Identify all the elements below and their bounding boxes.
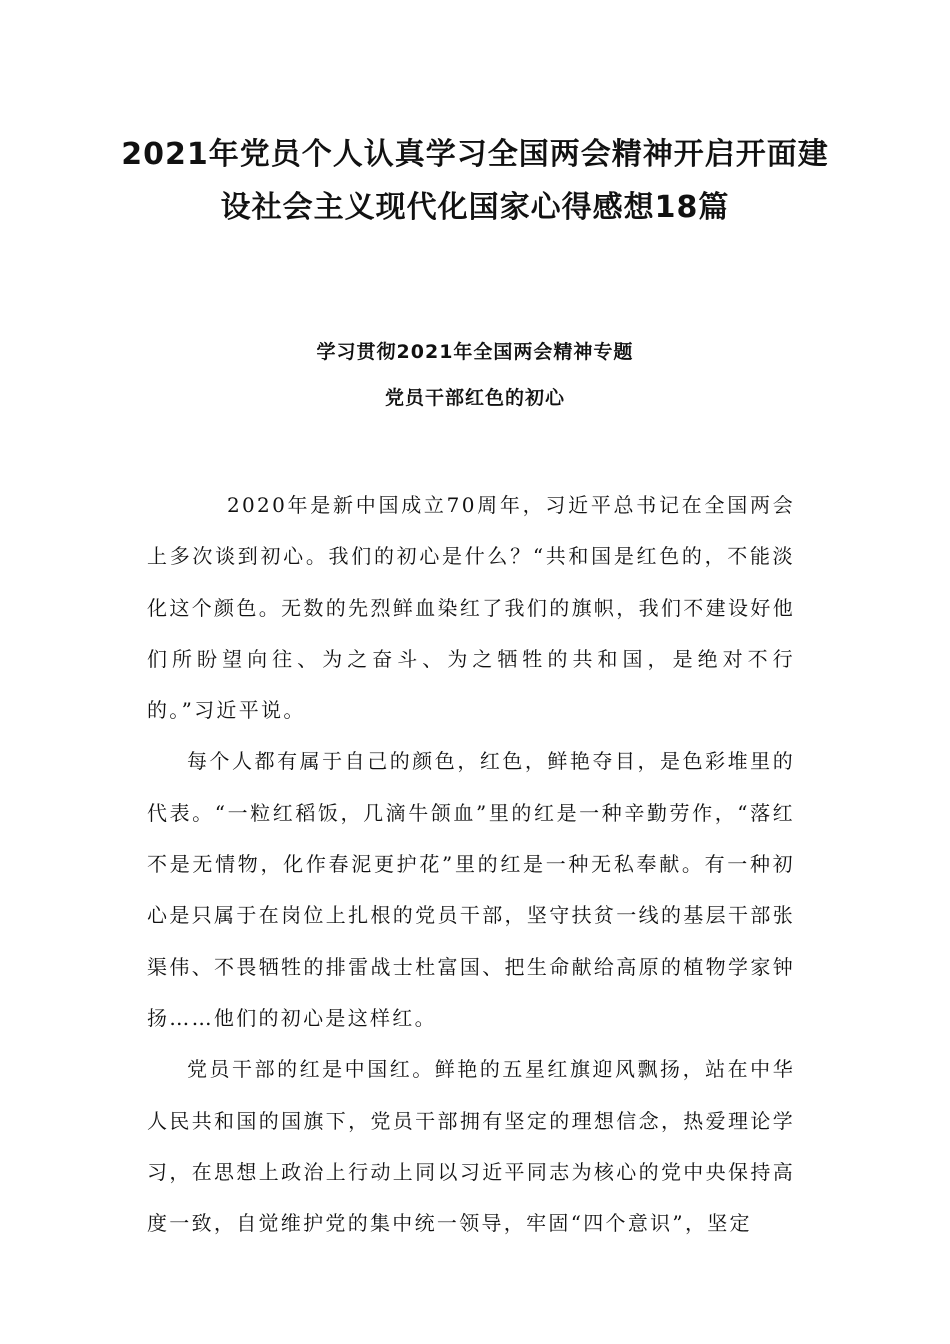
document-title-line-1: 2021年党员个人认真学习全国两会精神开启开面建 (121, 137, 829, 172)
document-title (120, 128, 830, 234)
body-paragraph-3: 党员干部的红是中国红。鲜艳的五星红旗迎风飘扬，站在中华人民共和国的国旗下，党员干部拥有坚定的理想信念，热爱理论学习，在思想上政治上行动上同以习近平同志为核心的党中央保持高度一致，自觉维护党的集中统一领导，牢固“四个意识”，坚定 (147, 1057, 795, 1236)
section-subtitle-heading: 党员干部红色的初心 (384, 387, 565, 409)
body-paragraph-1: 2020年是新中国成立70周年，习近平总书记在全国两会上多次谈到初心。我们的初心是什么？“共和国是红色的，不能淡化这个颜色。无数的先烈鲜血染红了我们的旗帜，我们不建设好他们所盼望向往、为之奋斗、为之牺牲的共和国，是绝对不行的。”习近平说。 (147, 493, 795, 723)
document-title-line-2: 设社会主义现代化国家心得感想18篇 (220, 190, 730, 225)
article-body (147, 480, 795, 1249)
body-paragraph-2: 每个人都有属于自己的颜色，红色，鲜艳夺目，是色彩堆里的代表。“一粒红稻饭，几滴牛颌血”里的红是一种辛勤劳作，“落红不是无情物，化作春泥更护花”里的红是一种无私奉献。有一种初心是只属于在岗位上扎根的党员干部，坚守扶贫一线的基层干部张渠伟、不畏牺牲的排雷战士杜富国、把生命献给高原的植物学家钟扬……他们的初心是这样红。 (147, 749, 795, 1030)
section-subtitle-topic: 学习贯彻2021年全国两会精神专题 (316, 341, 634, 363)
